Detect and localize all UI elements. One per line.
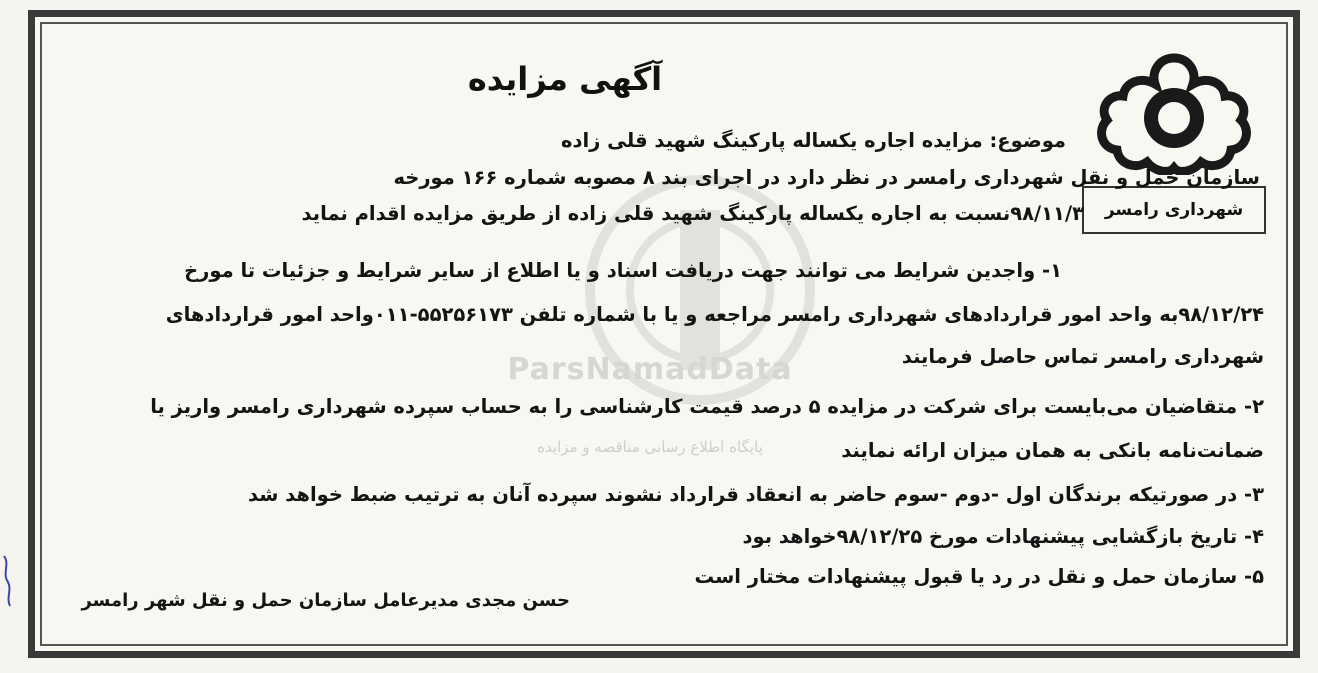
municipality-emblem-icon [1089,50,1259,175]
intro-line-2: ۹۸/۱۱/۳نسبت به اجاره یکساله پارکینگ شهید قلی زاده از طریق مزایده اقدام نماید [301,202,1084,225]
municipality-name: شهرداری رامسر [1082,186,1266,234]
watermark-tagline: پایگاه اطلاع رسانی مناقصه و مزایده [537,438,763,456]
item-1-line-1: ۱- واجدین شرایط می توانند جهت دریافت اسناد و یا اطلاع از سایر شرایط و جزئیات تا مورخ [184,259,1062,282]
signature-line: حسن مجدی مدیرعامل سازمان حمل و نقل شهر رامسر [81,590,570,611]
intro-line-1: سازمان حمل و نقل شهرداری رامسر در نظر دارد در اجرای بند ۸ مصوبه شماره ۱۶۶ مورخه [393,166,1260,189]
item-2-line-1: ۲- متقاضیان می‌بایست برای شرکت در مزایده ۵ درصد قیمت کارشناسی را به حساب سپرده شهرداری رامسر واریز یا [150,395,1264,418]
margin-pen-mark-icon [0,550,22,610]
item-1-line-2: ۹۸/۱۲/۲۴به واحد امور قراردادهای شهرداری رامسر مراجعه و یا با شماره تلفن ۵۵۲۵۶۱۷۳-۰۱۱واحد امور قراردادهای [165,303,1264,326]
item-2-line-2: ضمانت‌نامه بانکی به همان میزان ارائه نمایند [841,439,1264,462]
subject-line: موضوع: مزایده اجاره یکساله پارکینگ شهید قلی زاده [560,129,1066,152]
page-title: آگهی مزایده [467,60,663,98]
item-5-line: ۵- سازمان حمل و نقل در رد یا قبول پیشنهادات مختار است [694,565,1264,588]
watermark-brand: ParsNamadData [507,352,793,387]
item-3-line: ۳- در صورتیکه برندگان اول -دوم -سوم حاضر به انعقاد قرارداد نشوند سپرده آنان به ترتیب ضبط خواهد شد [247,483,1264,506]
item-4-line: ۴- تاریخ بازگشایی پیشنهادات مورخ ۹۸/۱۲/۲۵خواهد بود [742,525,1264,548]
item-1-line-3: شهرداری رامسر تماس حاصل فرمایند [901,345,1264,368]
